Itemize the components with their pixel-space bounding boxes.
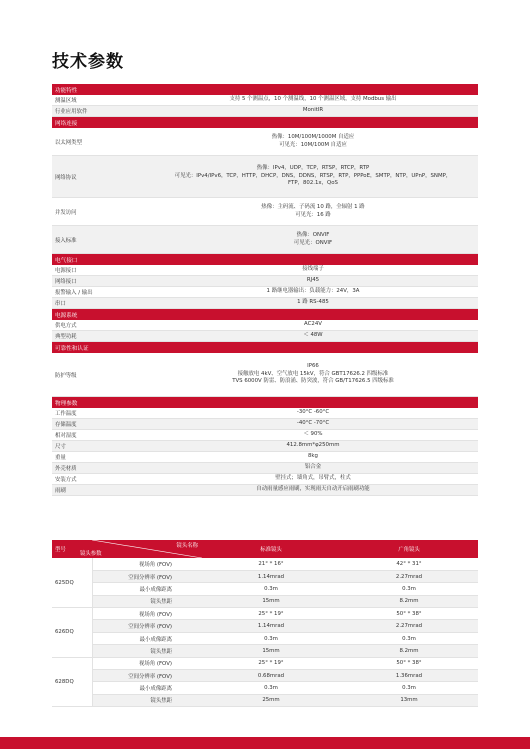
lens-param: 镜头焦距 xyxy=(92,595,202,607)
lens-param: 空间分辨率 (FOV) xyxy=(92,670,202,682)
spec-label: 行业应用软件 xyxy=(55,109,88,115)
spec-value-line: 可见光：16 路 xyxy=(295,211,331,218)
wide-lens-value: 8.2mm xyxy=(340,595,478,607)
spec-value-line: 热像：ONVIF xyxy=(296,231,330,238)
lens-table-header xyxy=(52,540,478,558)
wide-lens-value: 1.36mrad xyxy=(340,670,478,682)
spec-value-line: 热像：10M/100M/1000M 自适应 xyxy=(271,133,355,140)
model-name: 626DQ xyxy=(52,608,92,658)
lens-header-diagonal-cell xyxy=(52,540,202,558)
section-header: 网络连接 xyxy=(52,117,478,128)
model-name: 625DQ xyxy=(52,558,92,608)
spec-row xyxy=(52,331,478,342)
model-name: 628DQ xyxy=(52,657,92,707)
wide-lens-value: 50° * 38° xyxy=(340,608,478,620)
spec-row xyxy=(52,226,478,254)
spec-label: 串口 xyxy=(55,301,66,307)
lens-param: 镜头焦距 xyxy=(92,645,202,657)
wide-lens-value: 42° * 31° xyxy=(340,558,478,570)
spec-value xyxy=(148,474,478,484)
spec-label: 网络接口 xyxy=(55,279,77,285)
standard-lens-value: 25° * 19° xyxy=(202,657,340,669)
wide-lens-value: 2.27mrad xyxy=(340,620,478,632)
spec-label: 测温区域 xyxy=(55,98,77,104)
header-lens-name: 镜头名称 xyxy=(176,543,198,549)
spec-label: 典型功耗 xyxy=(55,334,77,340)
lens-param: 视场角 (FOV) xyxy=(92,657,202,669)
spec-label: 重量 xyxy=(55,455,66,461)
section-header: 电源系统 xyxy=(52,309,478,320)
spec-value xyxy=(148,441,478,451)
spec-value xyxy=(148,265,478,275)
lens-row xyxy=(52,570,478,582)
spec-value-line: 热像：IPv4，UDP，TCP，RTSP，RTCP，RTP xyxy=(256,164,370,171)
spec-row xyxy=(52,128,478,156)
spec-row xyxy=(52,198,478,226)
spec-row xyxy=(52,298,478,309)
wide-lens-value: 2.27mrad xyxy=(340,570,478,582)
lens-row xyxy=(52,682,478,694)
spec-label: 存储温度 xyxy=(55,422,77,428)
standard-lens-value: 21° * 16° xyxy=(202,558,340,570)
wide-lens-value: 0.3m xyxy=(340,583,478,595)
wide-lens-value: 50° * 38° xyxy=(340,657,478,669)
spec-value xyxy=(148,128,478,155)
spec-value-line: 可见光：10M/100M 自适应 xyxy=(279,141,347,148)
standard-lens-value: 25° * 19° xyxy=(202,608,340,620)
spec-row xyxy=(52,452,478,463)
spec-value-line: FTP，802.1x，QoS xyxy=(288,180,338,187)
section-header: 可靠性和认证 xyxy=(52,342,478,353)
spec-label: 安装方式 xyxy=(55,477,77,483)
lens-row xyxy=(52,558,478,570)
lens-table xyxy=(52,540,478,707)
header-wide-lens: 广角镜头 xyxy=(398,547,420,553)
lens-param: 最小成像距离 xyxy=(92,583,202,595)
spec-label: 尺寸 xyxy=(55,444,66,450)
spec-row xyxy=(52,276,478,287)
spec-value-line: ＜ 48W xyxy=(303,332,323,339)
spec-value-line: 1 路继电器输出：负载能力：24V，3A xyxy=(266,288,360,295)
spec-label: 供电方式 xyxy=(55,323,77,329)
wide-lens-value: 0.3m xyxy=(340,682,478,694)
spec-value-line: -40°C -70°C xyxy=(296,420,330,427)
spec-label: 并发访问 xyxy=(55,209,77,216)
spec-row xyxy=(52,485,478,496)
lens-param: 最小成像距离 xyxy=(92,682,202,694)
spec-value-line: IP66 xyxy=(307,362,319,369)
lens-row xyxy=(52,670,478,682)
page-title: 技术参数 xyxy=(52,52,124,72)
lens-row xyxy=(52,632,478,644)
lens-row xyxy=(52,694,478,706)
spec-value xyxy=(148,353,478,396)
spec-value-line: 自动雨量感应雨刷，实现雨天自动开启雨刷功能 xyxy=(256,486,370,493)
standard-lens-value: 0.68mrad xyxy=(202,670,340,682)
header-lens-param: 镜头参数 xyxy=(80,551,102,557)
spec-label: 网络协议 xyxy=(55,174,77,181)
wide-lens-value: 0.3m xyxy=(340,632,478,644)
spec-label: 电源接口 xyxy=(55,268,77,274)
standard-lens-value: 1.14mrad xyxy=(202,620,340,632)
spec-row xyxy=(52,408,478,419)
lens-param: 最小成像距离 xyxy=(92,632,202,644)
spec-value xyxy=(148,106,478,116)
lens-row xyxy=(52,608,478,620)
spec-label: 外壳材质 xyxy=(55,466,77,472)
lens-param: 镜头焦距 xyxy=(92,694,202,706)
spec-value xyxy=(148,320,478,330)
spec-value-line: 壁挂式；墙角式，吊臂式，柱式 xyxy=(275,475,351,482)
spec-row xyxy=(52,474,478,485)
standard-lens-value: 0.3m xyxy=(202,583,340,595)
spec-row xyxy=(52,95,478,106)
spec-value-line: AC24V xyxy=(304,321,322,328)
header-model: 型号 xyxy=(55,547,66,553)
lens-row xyxy=(52,657,478,669)
spec-value xyxy=(148,198,478,225)
section-header: 物理参数 xyxy=(52,397,478,408)
spec-value-line: 8kg xyxy=(308,453,318,460)
standard-lens-value: 15mm xyxy=(202,595,340,607)
spec-value-line: MonitIR xyxy=(302,107,324,114)
lens-param: 视场角 (FOV) xyxy=(92,558,202,570)
lens-row xyxy=(52,620,478,632)
spec-label: 防护等级 xyxy=(55,372,77,379)
spec-value xyxy=(148,276,478,286)
spec-row xyxy=(52,441,478,452)
spec-row xyxy=(52,320,478,331)
spec-row xyxy=(52,156,478,198)
spec-value xyxy=(148,419,478,429)
lens-param: 空间分辨率 (FOV) xyxy=(92,570,202,582)
spec-value-line: TVS 6000V 防雷、防浪涌、防突波，符合 GB/T17626.5 四级标准 xyxy=(232,378,394,385)
spec-label: 雨刷 xyxy=(55,488,66,494)
spec-value-line: 接触放电 4kV、空气放电 15kV，符合 GBT17626.2 四级标准 xyxy=(237,370,389,377)
spec-row xyxy=(52,265,478,276)
spec-label: 以太网类型 xyxy=(55,139,82,146)
spec-value-line: 热像：主码流、子码流 10 路，全辐射 1 路 xyxy=(261,203,365,210)
standard-lens-value: 1.14mrad xyxy=(202,570,340,582)
header-standard-lens: 标准镜头 xyxy=(260,547,282,553)
spec-value xyxy=(148,485,478,495)
spec-value-line: 铝合金 xyxy=(304,464,322,471)
spec-value-line: ＜ 90% xyxy=(303,431,323,438)
section-header: 功能特性 xyxy=(52,84,478,95)
spec-value xyxy=(148,430,478,440)
spec-label: 接入标准 xyxy=(55,237,77,244)
spec-value-line: 412.8mm*φ250mm xyxy=(286,442,340,449)
standard-lens-value: 15mm xyxy=(202,645,340,657)
standard-lens-value: 0.3m xyxy=(202,632,340,644)
spec-value xyxy=(148,408,478,418)
spec-row xyxy=(52,106,478,117)
footer-bar xyxy=(0,737,530,749)
spec-value xyxy=(148,463,478,473)
spec-value xyxy=(148,156,478,197)
standard-lens-value: 0.3m xyxy=(202,682,340,694)
spec-value xyxy=(148,452,478,462)
standard-lens-value: 25mm xyxy=(202,694,340,706)
spec-value-line: 可见光：ONVIF xyxy=(293,239,333,246)
spec-value-line: 1 路 RS-485 xyxy=(297,299,329,306)
section-header: 电气接口 xyxy=(52,254,478,265)
spec-value-line: -30°C -60°C xyxy=(296,409,330,416)
spec-value-line: 接线端子 xyxy=(302,266,324,273)
spec-label: 报警输入 / 输出 xyxy=(55,290,93,296)
spec-label: 工作温度 xyxy=(55,411,77,417)
lens-row xyxy=(52,645,478,657)
spec-row xyxy=(52,430,478,441)
spec-value xyxy=(148,226,478,253)
spec-value xyxy=(148,331,478,341)
lens-param: 空间分辨率 (FOV) xyxy=(92,620,202,632)
spec-label: 相对湿度 xyxy=(55,433,77,439)
spec-row xyxy=(52,353,478,397)
spec-row xyxy=(52,419,478,430)
lens-param: 视场角 (FOV) xyxy=(92,608,202,620)
spec-value xyxy=(148,95,478,105)
spec-value xyxy=(148,287,478,297)
wide-lens-value: 8.2mm xyxy=(340,645,478,657)
spec-row xyxy=(52,463,478,474)
spec-table xyxy=(52,84,478,496)
spec-row xyxy=(52,287,478,298)
spec-value-line: RJ45 xyxy=(306,277,320,284)
lens-row xyxy=(52,595,478,607)
spec-value-line: 支持 5 个测温点，10 个测温线，10 个测温区域，支持 Modbus 输出 xyxy=(229,96,397,103)
spec-value xyxy=(148,298,478,308)
spec-value-line: 可见光：IPv4/IPv6，TCP，HTTP，DHCP，DNS，DDNS，RTSP，RTP，PPPoE，SMTP，NTP，UPnP，SNMP， xyxy=(174,172,452,179)
wide-lens-value: 13mm xyxy=(340,694,478,706)
lens-row xyxy=(52,583,478,595)
